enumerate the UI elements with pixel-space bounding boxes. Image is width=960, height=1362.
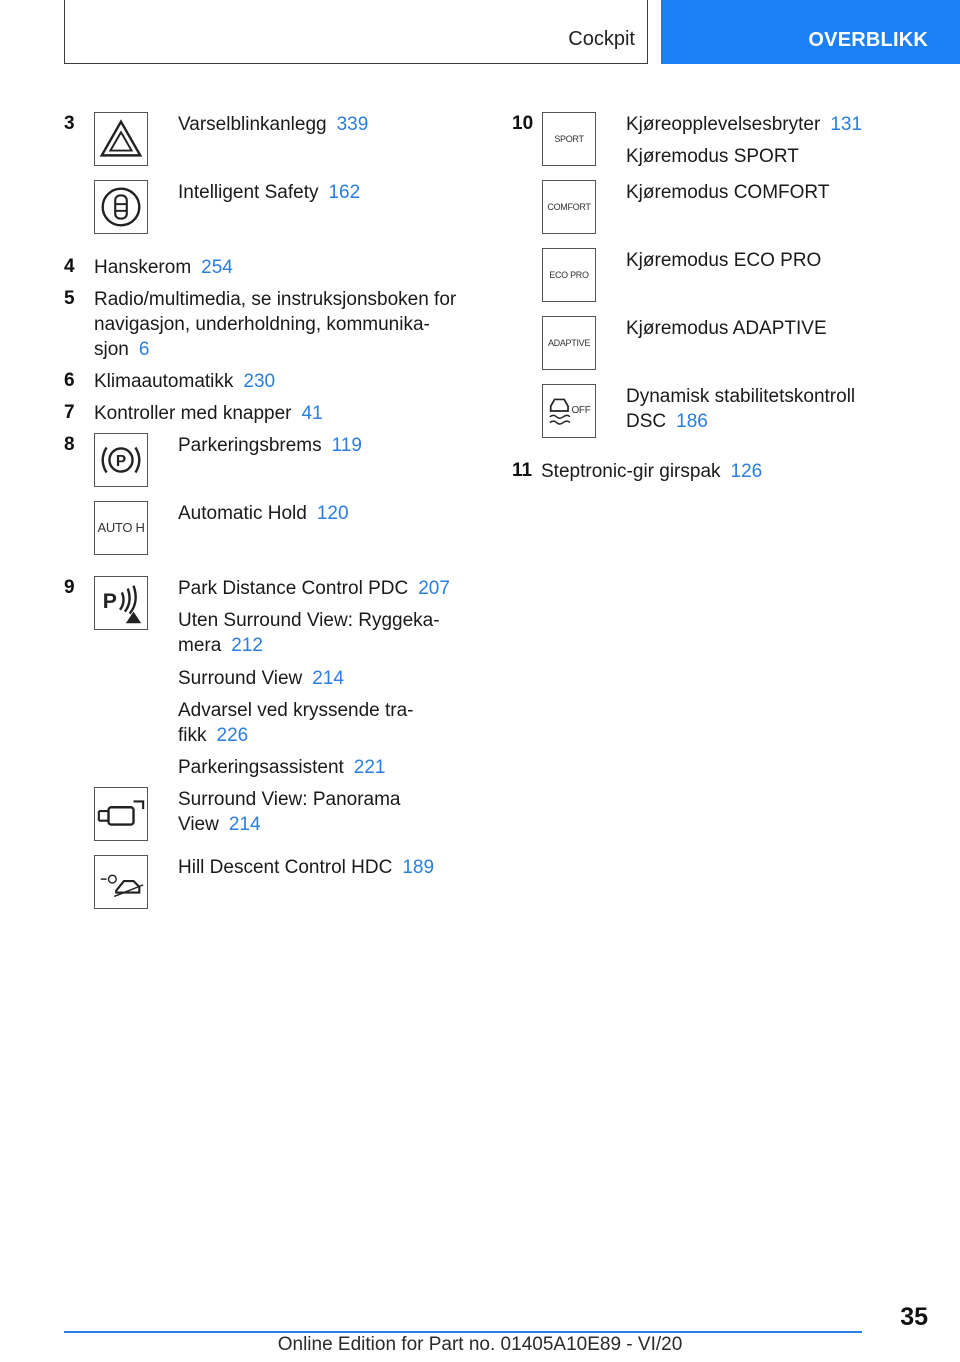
page-link[interactable]: 221 <box>353 757 386 778</box>
item-label: Hanskerom <box>94 257 192 278</box>
item-label-line: Surround View: Panorama <box>178 789 401 810</box>
item-label-line: fikk <box>178 725 207 746</box>
list-item <box>94 255 233 280</box>
page-link[interactable]: 207 <box>418 578 450 599</box>
page-link[interactable]: 214 <box>228 814 261 835</box>
page-link[interactable]: 230 <box>243 371 276 392</box>
surround-view-panorama-icon <box>94 787 148 841</box>
icon-label: COMFORT <box>547 202 591 212</box>
page-link[interactable]: 212 <box>231 635 263 656</box>
item-number: 6 <box>64 370 75 391</box>
header-bar <box>64 0 648 64</box>
page-link[interactable]: 162 <box>328 182 361 203</box>
footer-edition: Online Edition for Part no. 01405A10E89 - VI/20 <box>277 1334 683 1355</box>
list-item <box>94 401 323 426</box>
list-item <box>178 433 362 458</box>
list-item <box>178 787 401 837</box>
list-item <box>178 180 360 205</box>
item-label: Park Distance Control PDC <box>178 578 409 599</box>
page-link[interactable]: 6 <box>138 339 150 360</box>
list-item <box>178 698 414 748</box>
item-label-line: View <box>178 814 219 835</box>
item-number: 11 <box>512 460 533 481</box>
item-label: Intelligent Safety <box>178 182 319 203</box>
item-label-line: Advarsel ved kryssende tra- <box>178 700 414 721</box>
page-link[interactable]: 254 <box>201 257 233 278</box>
item-label: Surround View <box>178 668 303 689</box>
chapter-tab-label: OVERBLIKK <box>808 29 928 51</box>
item-label-line: DSC <box>626 411 667 432</box>
page-link[interactable]: 186 <box>676 411 708 432</box>
list-item <box>178 501 349 526</box>
icon-label: OFF <box>571 405 591 416</box>
item-number: 7 <box>64 402 75 423</box>
section-title: Cockpit <box>568 28 635 50</box>
item-label: Parkeringsbrems <box>178 435 322 456</box>
item-number: 8 <box>64 434 75 455</box>
item-number: 3 <box>64 113 75 134</box>
item-label: Kjøreopplevelsesbryter <box>626 114 821 135</box>
list-item: Kjøremodus COMFORT <box>626 182 830 203</box>
list-item <box>178 608 440 658</box>
item-label-line: mera <box>178 635 222 656</box>
list-item <box>178 755 386 780</box>
intelligent-safety-icon <box>94 180 148 234</box>
item-label: Hill Descent Control HDC <box>178 857 393 878</box>
item-number: 10 <box>512 113 534 134</box>
auto-hold-icon <box>94 501 148 555</box>
list-item <box>178 666 344 691</box>
list-item <box>541 459 762 484</box>
page-link[interactable]: 41 <box>301 403 323 424</box>
page-link[interactable]: 339 <box>336 114 369 135</box>
list-item <box>94 369 275 394</box>
park-distance-control-icon <box>94 576 148 630</box>
list-item <box>178 112 368 137</box>
item-label: Varselblinkanlegg <box>178 114 327 135</box>
item-label: Steptronic-gir girspak <box>541 461 721 482</box>
svg-text:P: P <box>115 452 127 470</box>
list-item: Kjøremodus ECO PRO <box>626 250 822 271</box>
adaptive-mode-icon <box>542 316 596 370</box>
item-label: Kontroller med knapper <box>94 403 292 424</box>
item-number: 5 <box>64 288 75 309</box>
item-label: Klimaautomatikk <box>94 371 234 392</box>
icon-label: AUTO H <box>97 520 145 535</box>
list-item <box>94 287 456 362</box>
page-link[interactable]: 131 <box>830 114 863 135</box>
page-link[interactable]: 189 <box>402 857 435 878</box>
item-label-line: sjon <box>94 339 129 360</box>
icon-label: SPORT <box>554 134 584 144</box>
page-link[interactable]: 126 <box>730 461 763 482</box>
hazard-warning-icon <box>94 112 148 166</box>
item-label-line: Radio/multimedia, se instruksjonsboken for <box>94 289 457 310</box>
item-label-line: navigasjon, underholdning, kommunika- <box>94 314 430 335</box>
parking-brake-icon <box>94 433 148 487</box>
comfort-mode-icon <box>542 180 596 234</box>
page-link[interactable]: 226 <box>216 725 249 746</box>
dsc-off-icon <box>542 384 596 438</box>
svg-text:P: P <box>102 589 117 613</box>
footer-divider <box>64 1331 862 1333</box>
icon-label: ADAPTIVE <box>547 338 591 348</box>
page-link[interactable]: 120 <box>316 503 349 524</box>
sport-mode-icon <box>542 112 596 166</box>
list-item <box>626 384 855 434</box>
item-label: Parkeringsassistent <box>178 757 344 778</box>
hill-descent-control-icon <box>94 855 148 909</box>
page-link[interactable]: 214 <box>312 668 344 689</box>
eco-pro-mode-icon <box>542 248 596 302</box>
item-label-line: Uten Surround View: Ryggeka- <box>178 610 440 631</box>
list-item: Kjøremodus ADAPTIVE <box>626 318 827 339</box>
list-item <box>178 576 450 601</box>
list-item: Kjøremodus SPORT <box>626 146 799 167</box>
list-item <box>178 855 434 880</box>
chapter-tab[interactable] <box>661 0 960 64</box>
item-number: 4 <box>64 256 75 277</box>
item-label-line: Dynamisk stabilitetskontroll <box>626 386 856 407</box>
item-label: Automatic Hold <box>178 503 307 524</box>
list-item <box>626 112 862 137</box>
page-link[interactable]: 119 <box>331 435 362 456</box>
icon-label: ECO PRO <box>549 270 589 280</box>
page-number: 35 <box>900 1303 928 1331</box>
item-number: 9 <box>64 577 75 598</box>
